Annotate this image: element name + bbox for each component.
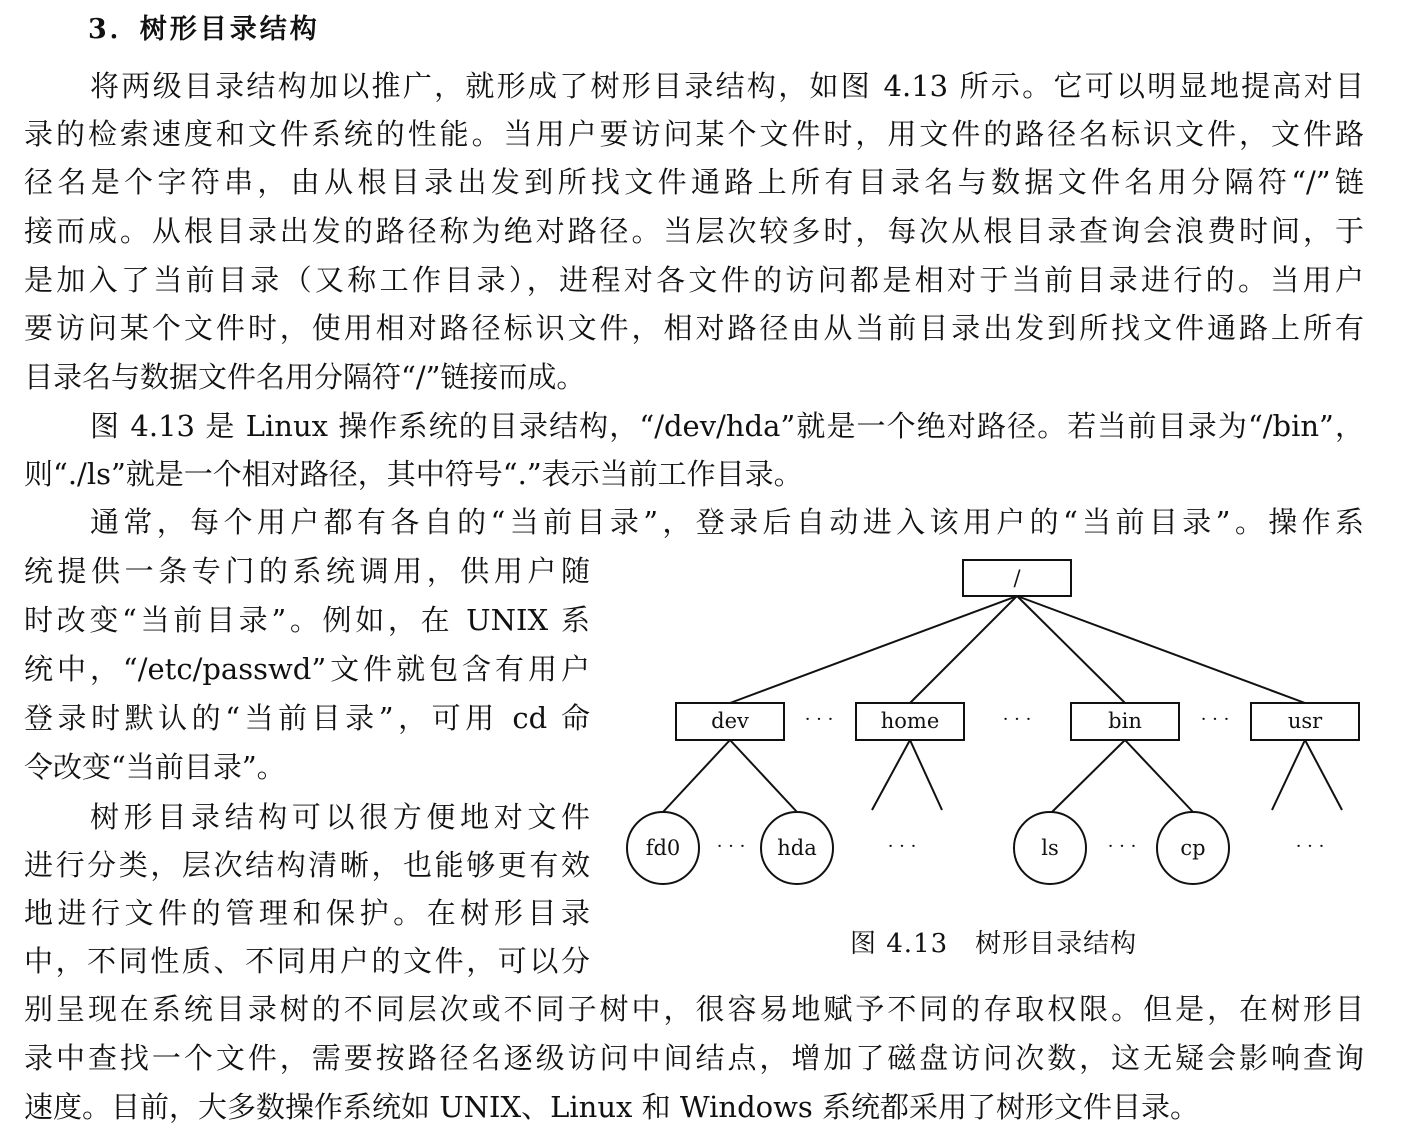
paragraph-line: 目录名与数据文件名用分隔符“/”链接而成。 — [24, 360, 586, 394]
paragraph-line: 径名是个字符串，由从根目录出发到所找文件通路上所有目录名与数据文件名用分隔符“/”链 — [24, 165, 1364, 199]
dir-label: home — [880, 709, 940, 733]
paragraph-line: 登录时默认的“当前目录”，可用 cd 命 — [24, 701, 590, 735]
directory-tree-figure — [610, 548, 1370, 908]
ellipsis: · · · — [887, 836, 917, 857]
paragraph-line: 时改变“当前目录”。例如，在 UNIX 系 — [24, 603, 590, 637]
paragraph-line: 令改变“当前目录”。 — [24, 750, 286, 784]
paragraph-line: 树形目录结构可以很方便地对文件 — [90, 800, 590, 834]
file-label: ls — [1041, 836, 1059, 860]
file-label: hda — [777, 836, 817, 860]
ellipsis: · · · — [804, 709, 834, 730]
paragraph-line: 统提供一条专门的系统调用，供用户随 — [24, 554, 590, 588]
paragraph-line: 要访问某个文件时，使用相对路径标识文件，相对路径由从当前目录出发到所找文件通路上所有 — [24, 311, 1364, 345]
paragraph-line: 将两级目录结构加以推广，就形成了树形目录结构，如图 4.13 所示。它可以明显地提高对目 — [90, 69, 1364, 103]
dir-label: bin — [1108, 709, 1142, 733]
paragraph-line: 速度。目前，大多数操作系统如 UNIX、Linux 和 Windows 系统都采用了树形文件目录。 — [24, 1090, 1200, 1124]
paragraph-line: 是加入了当前目录（又称工作目录），进程对各文件的访问都是相对于当前目录进行的。当用户 — [24, 263, 1364, 297]
ellipsis: · · · — [1200, 709, 1230, 730]
paragraph-line: 中，不同性质、不同用户的文件，可以分 — [24, 944, 590, 978]
paragraph-line: 则“./ls”就是一个相对路径，其中符号“.”表示当前工作目录。 — [24, 457, 803, 491]
ellipsis: · · · — [1107, 836, 1137, 857]
paragraph-line: 统中，“/etc/passwd”文件就包含有用户 — [24, 652, 590, 686]
ellipsis: · · · — [1295, 836, 1325, 857]
ellipsis: · · · — [716, 836, 746, 857]
paragraph-line: 进行分类，层次结构清晰，也能够更有效 — [24, 848, 590, 882]
file-label: cp — [1180, 836, 1206, 860]
figure-caption: 图 4.13 树形目录结构 — [850, 929, 1138, 959]
paragraph-line: 通常，每个用户都有各自的“当前目录”，登录后自动进入该用户的“当前目录”。操作系 — [90, 505, 1364, 539]
file-label: fd0 — [645, 836, 681, 860]
paragraph-line: 别呈现在系统目录树的不同层次或不同子树中，很容易地赋予不同的存取权限。但是，在树形目 — [24, 992, 1364, 1026]
section-heading: 3．树形目录结构 — [88, 14, 320, 45]
dir-label: usr — [1287, 709, 1323, 733]
paragraph-line: 接而成。从根目录出发的路径称为绝对路径。当层次较多时，每次从根目录查询会浪费时间，于 — [24, 214, 1364, 248]
ellipsis: · · · — [1002, 709, 1032, 730]
root-label: / — [1013, 566, 1021, 590]
paragraph-line: 录中查找一个文件，需要按路径名逐级访问中间结点，增加了磁盘访问次数，这无疑会影响查询 — [24, 1041, 1364, 1075]
paragraph-line: 地进行文件的管理和保护。在树形目录 — [24, 896, 590, 930]
dir-label: dev — [711, 709, 749, 733]
paragraph-line: 图 4.13 是 Linux 操作系统的目录结构，“/dev/hda”就是一个绝对路径。若当前目录为“/bin”， — [90, 409, 1364, 443]
paragraph-line: 录的检索速度和文件系统的性能。当用户要访问某个文件时，用文件的路径名标识文件，文件路 — [24, 117, 1364, 151]
